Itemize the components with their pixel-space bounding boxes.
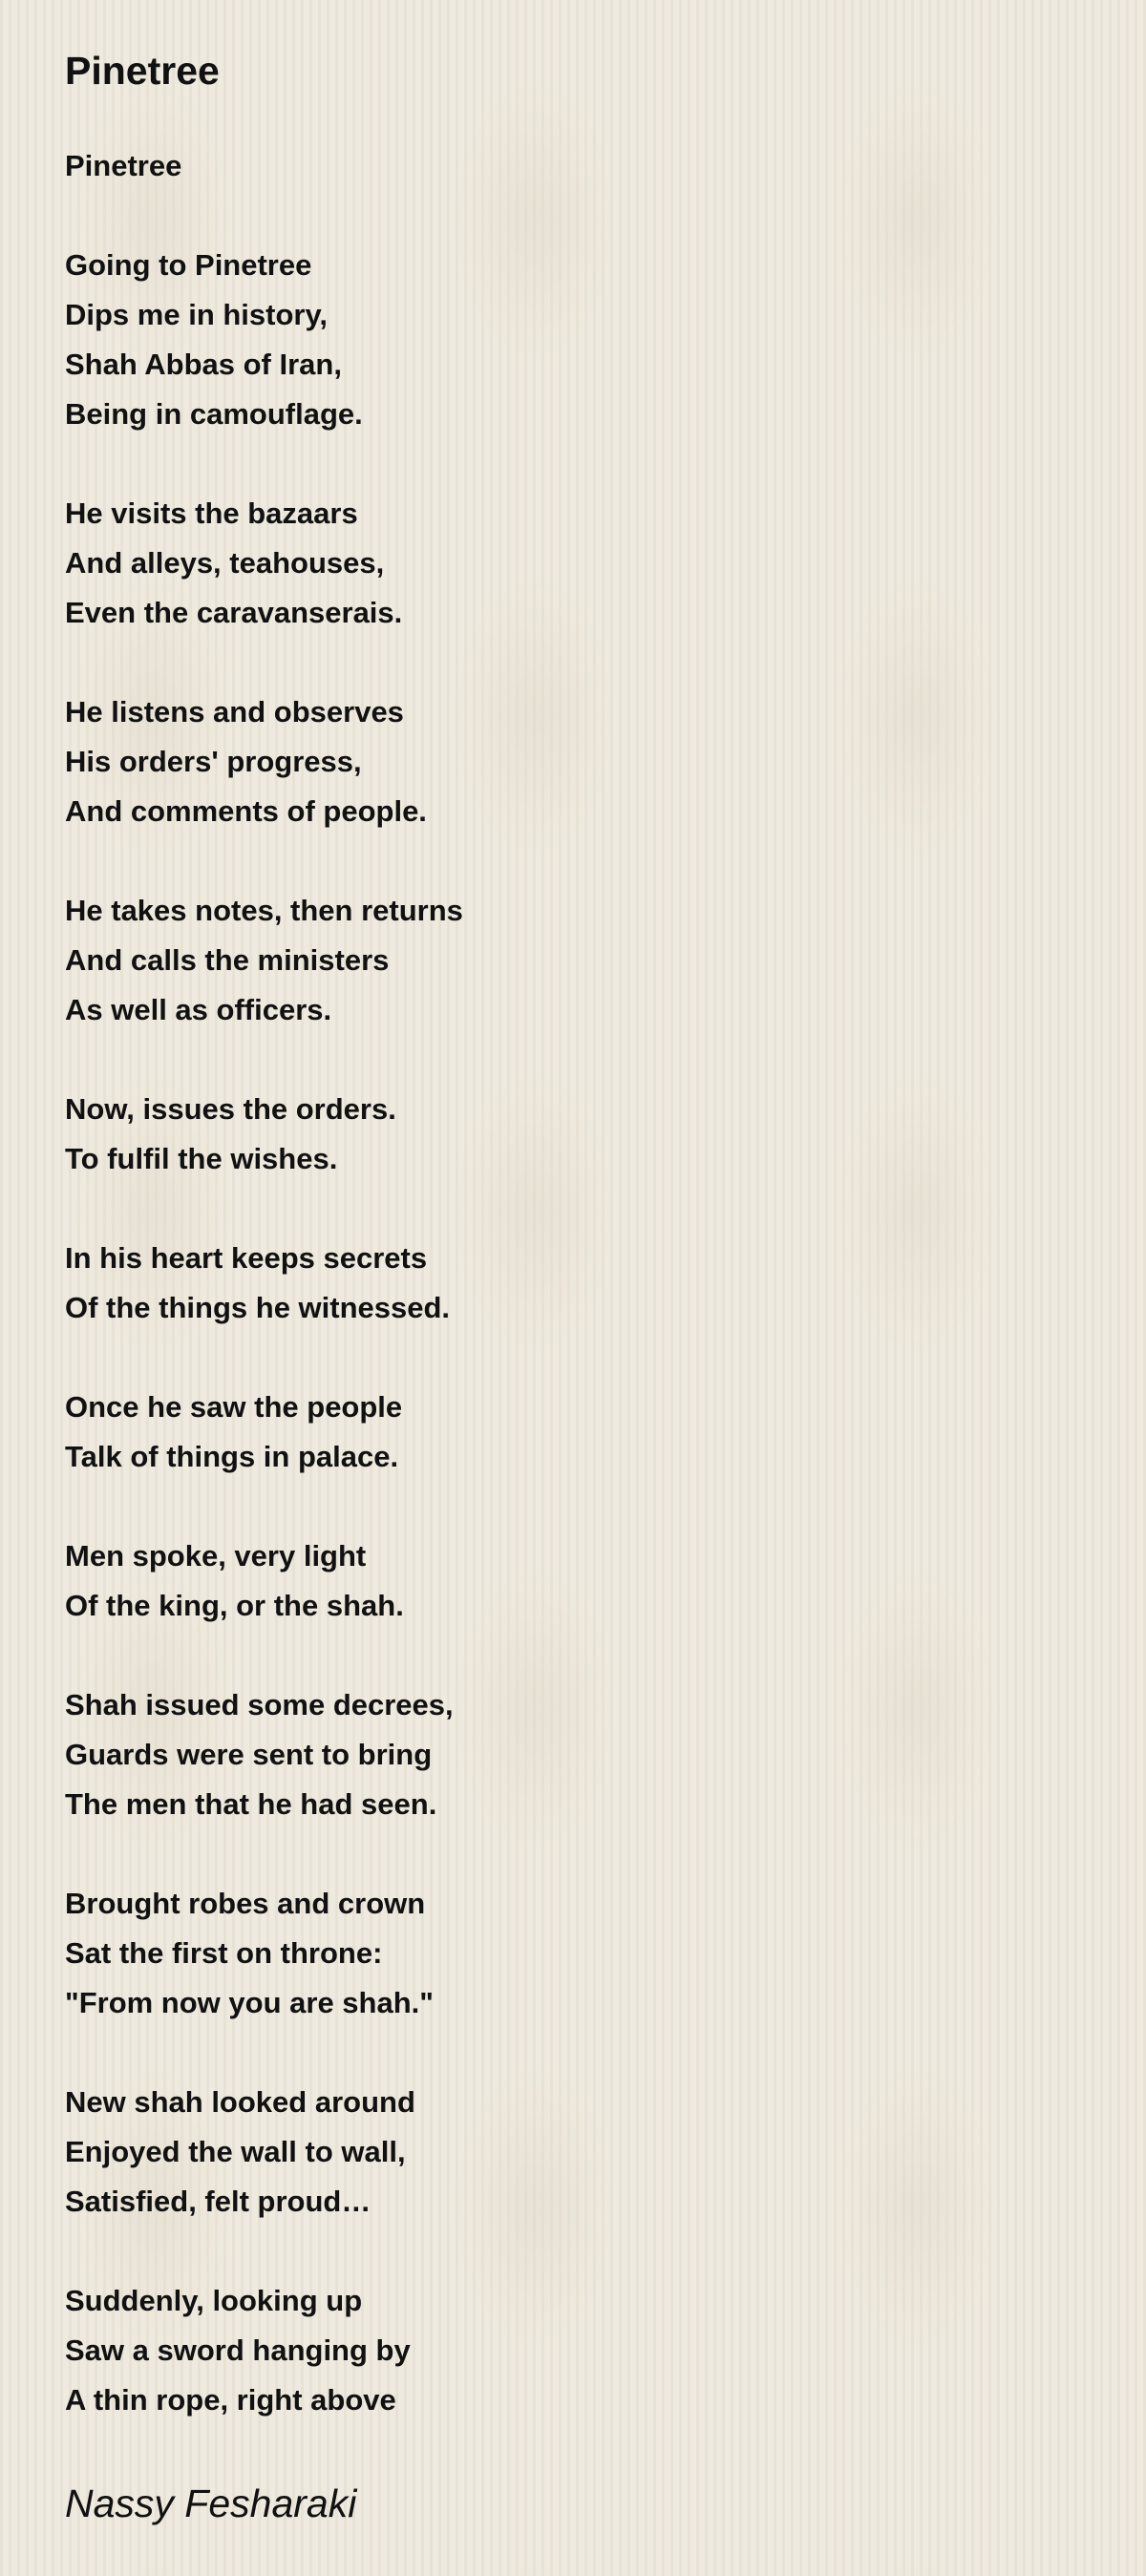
stanza-break (65, 191, 1020, 241)
poem-line: Satisfied, felt proud… (65, 2185, 371, 2218)
stanza-break (65, 1482, 1020, 1531)
stanza-break (65, 1829, 1020, 1879)
poem-line: As well as officers. (65, 993, 332, 1026)
poem-line: Even the caravanserais. (65, 596, 403, 629)
stanza-break (65, 1184, 1020, 1234)
poem-line: Pinetree (65, 149, 182, 182)
poem-line: Going to Pinetree (65, 248, 312, 282)
stanza-break (65, 1631, 1020, 1680)
stanza-break (65, 1333, 1020, 1383)
poem-line: His orders' progress, (65, 745, 362, 778)
stanza-break (65, 836, 1020, 886)
poem-author: Nassy Fesharaki (65, 2481, 357, 2525)
poem-line: Of the king, or the shah. (65, 1589, 404, 1622)
poem-line: And comments of people. (65, 794, 427, 828)
poem-line: Dips me in history, (65, 298, 329, 331)
poem-line: Shah issued some decrees, (65, 1688, 454, 1721)
poem-line: "From now you are shah." (65, 1986, 434, 2019)
stanza-break (65, 1035, 1020, 1085)
poem-line: And calls the ministers (65, 943, 390, 977)
poem-line: Enjoyed the wall to wall, (65, 2135, 406, 2168)
stanza-break (65, 2227, 1020, 2276)
poem-line: Saw a sword hanging by (65, 2333, 411, 2367)
stanza-break (65, 2028, 1020, 2078)
poem-line: He takes notes, then returns (65, 894, 463, 927)
poem-line: He visits the bazaars (65, 496, 358, 530)
poem-line: A thin rope, right above (65, 2383, 396, 2417)
poem-title: Pinetree (65, 49, 220, 93)
poem-line: Sat the first on throne: (65, 1936, 383, 1970)
poem-line: Brought robes and crown (65, 1887, 426, 1920)
poem-line: Talk of things in palace. (65, 1440, 399, 1473)
poem-line: The men that he had seen. (65, 1787, 437, 1821)
poem-line: And alleys, teahouses, (65, 546, 385, 580)
poem-line: New shah looked around (65, 2085, 415, 2119)
poem-line: Guards were sent to bring (65, 1738, 433, 1771)
poem-line: Shah Abbas of Iran, (65, 348, 342, 381)
poem-line: In his heart keeps secrets (65, 1241, 428, 1275)
poem-body (65, 141, 1020, 2425)
poem-line: Of the things he witnessed. (65, 1291, 451, 1324)
stanza-break (65, 439, 1020, 489)
poem-line: Now, issues the orders. (65, 1092, 396, 1126)
poem-line: Once he saw the people (65, 1390, 403, 1424)
stanza-break (65, 638, 1020, 687)
poem-line: He listens and observes (65, 695, 404, 728)
poem-line: Being in camouflage. (65, 397, 363, 431)
poem-line: Men spoke, very light (65, 1539, 367, 1573)
poem-line: To fulfil the wishes. (65, 1142, 338, 1175)
poem-line: Suddenly, looking up (65, 2284, 363, 2317)
